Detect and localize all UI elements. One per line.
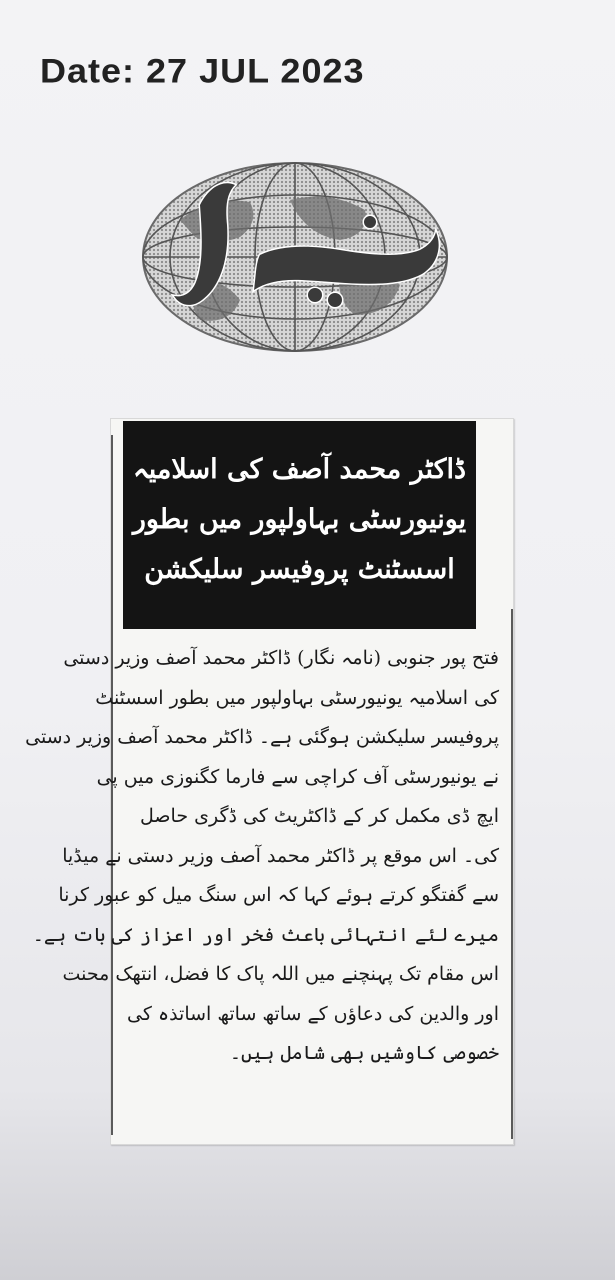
newspaper-clipping <box>25 418 514 1145</box>
body-line: پروفیسر سلیکشن ہوگئی ہے۔ ڈاکٹر محمد آصف وزیر دستی <box>25 726 499 748</box>
body-line: کی اسلامیہ یونیورسٹی بہاولپور میں بطور اسسٹنٹ <box>95 686 499 709</box>
globe-logo-icon <box>140 160 450 355</box>
body-line: میرے لئے انتہائی باعث فخر اور اعزاز کی بات ہے۔ <box>32 923 499 946</box>
body-line: اور والدین کی دعاؤں کے ساتھ ساتھ اساتذہ کی <box>127 1002 499 1025</box>
body-line: کی۔ اس موقع پر ڈاکٹر محمد آصف وزیر دستی نے میڈیا <box>62 844 499 867</box>
article-headline <box>123 421 476 629</box>
body-line: ایچ ڈی مکمل کر کے ڈاکٹریٹ کی ڈگری حاصل <box>140 805 499 827</box>
newspaper-masthead-logo <box>140 160 450 355</box>
body-line: اس مقام تک پہنچنے میں اللہ پاک کا فضل، انتھک محنت <box>62 963 499 985</box>
body-line: فتح پور جنوبی (نامہ نگار) ڈاکٹر محمد آصف وزیر دستی <box>63 647 499 669</box>
body-line: نے یونیورسٹی آف کراچی سے فارما کگنوزی میں پی <box>96 765 499 788</box>
clipping-border-right <box>511 609 513 1139</box>
date-stamp: Date: 27 JUL 2023 <box>40 51 365 90</box>
article-body <box>25 639 499 1074</box>
body-line: سے گفتگو کرتے ہوئے کہا کہ اس سنگ میل کو عبور کرنا <box>58 884 499 906</box>
headline-line: ڈاکٹر محمد آصف کی اسلامیہ <box>132 454 467 485</box>
headline-line: اسسٹنٹ پروفیسر سلیکشن <box>144 554 455 585</box>
body-line: خصوصی کاوشیں بھی شامل ہیں۔ <box>229 1042 499 1064</box>
headline-line: یونیورسٹی بہاولپور میں بطور <box>132 504 467 535</box>
